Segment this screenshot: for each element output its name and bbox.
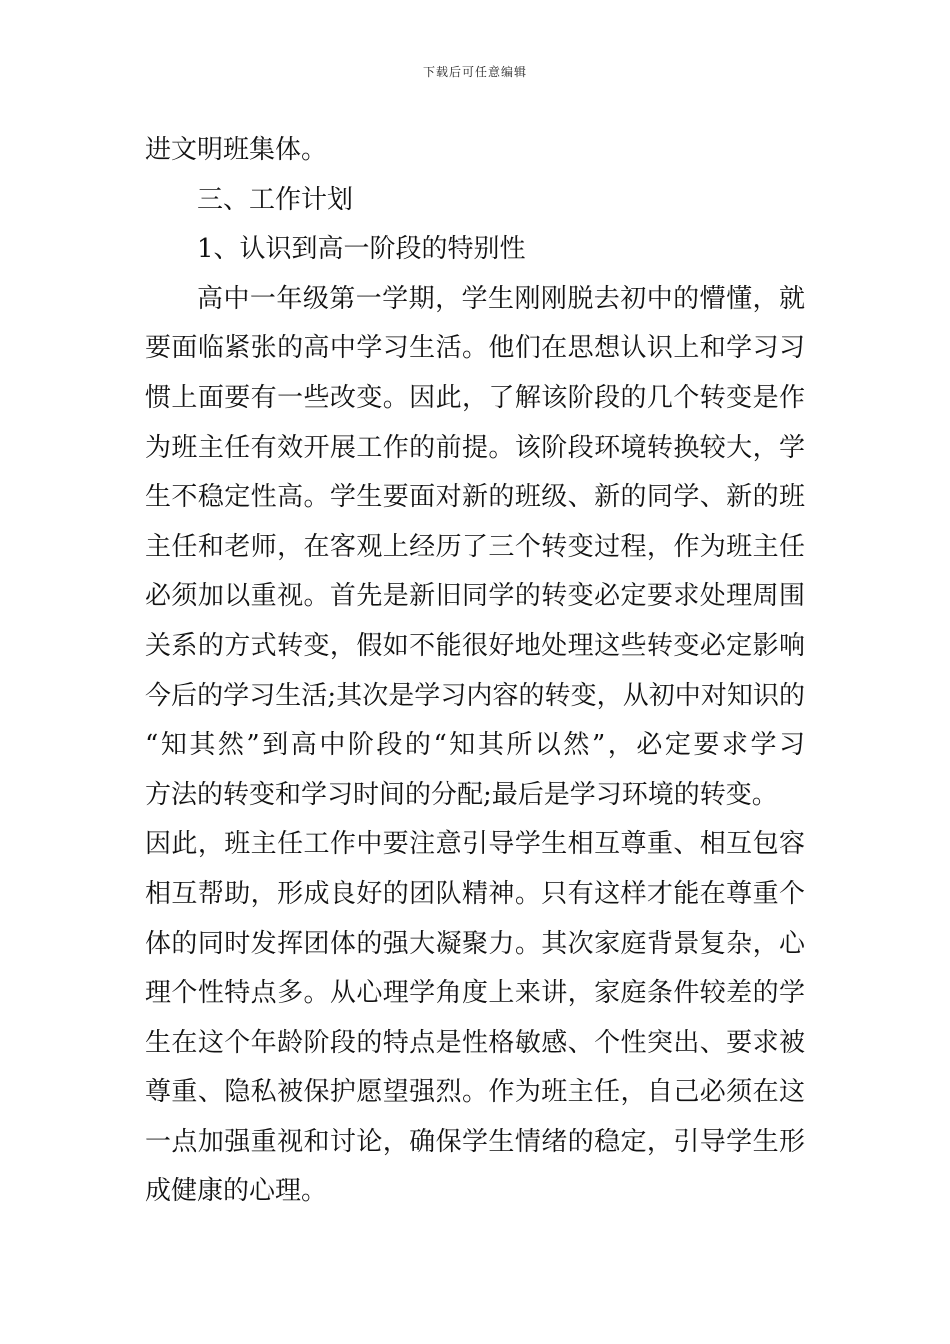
paragraph-line: 高中一年级第一学期，学生刚刚脱去初中的懵懂，就 [197,283,805,314]
paragraph-line: 为班主任有效开展工作的前提。该阶段环境转换较大，学 [145,432,805,463]
subsection-heading: 1、认识到高一阶段的特别性 [197,234,526,265]
paragraph-line: 理个性特点多。从心理学角度上来讲，家庭条件较差的学 [145,978,805,1009]
paragraph-line: 生不稳定性高。学生要面对新的班级、新的同学、新的班 [145,482,805,513]
paragraph-line: 要面临紧张的高中学习生活。他们在思想认识上和学习习 [145,333,805,364]
document-body [145,126,805,1217]
paragraph-line: 相互帮助，形成良好的团队精神。只有这样才能在尊重个 [145,878,805,909]
paragraph-line: 方法的转变和学习时间的分配;最后是学习环境的转变。 [145,779,778,810]
paragraph-line: 尊重、隐私被保护愿望强烈。作为班主任，自己必须在这 [145,1077,805,1108]
paragraph-line: “知其然”到高中阶段的“知其所以然”，必定要求学习 [145,730,805,761]
paragraph-line: 今后的学习生活;其次是学习内容的转变，从初中对知识的 [145,680,805,711]
paragraph-line: 成健康的心理。 [145,1176,328,1207]
paragraph-line: 必须加以重视。首先是新旧同学的转变必定要求处理周围 [145,581,805,612]
paragraph-line: 一点加强重视和讨论，确保学生情绪的稳定，引导学生形 [145,1126,805,1157]
paragraph-line: 生在这个年龄阶段的特点是性格敏感、个性突出、要求被 [145,1027,805,1058]
download-note-header: 下载后可任意编辑 [422,65,527,79]
paragraph-line: 因此，班主任工作中要注意引导学生相互尊重、相互包容 [145,829,805,860]
text-line: 进文明班集体。 [145,135,328,165]
section-heading: 三、工作计划 [197,184,354,215]
paragraph-line: 主任和老师，在客观上经历了三个转变过程，作为班主任 [145,531,805,562]
paragraph-line: 体的同时发挥团体的强大凝聚力。其次家庭背景复杂，心 [145,928,805,959]
paragraph-line: 关系的方式转变，假如不能很好地处理这些转变必定影响 [145,630,805,661]
paragraph-line: 惯上面要有一些改变。因此，了解该阶段的几个转变是作 [145,382,805,413]
